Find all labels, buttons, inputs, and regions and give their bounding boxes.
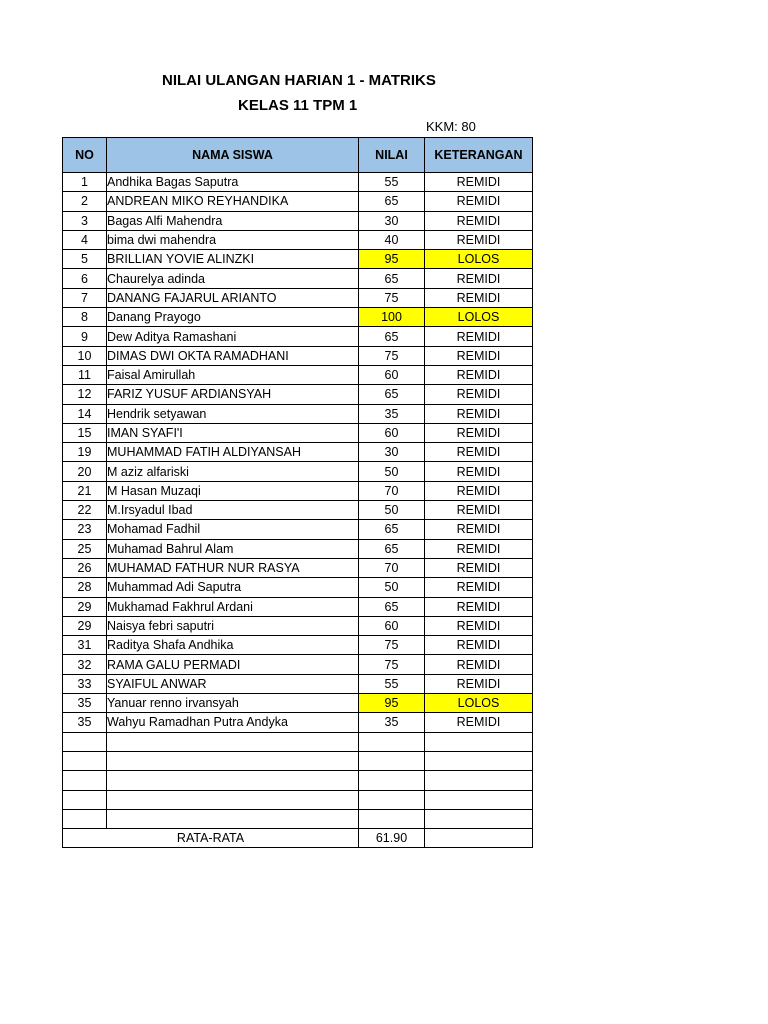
column-header-keterangan: KETERANGAN	[425, 138, 533, 173]
cell-name: ANDREAN MIKO REYHANDIKA	[107, 192, 359, 211]
cell-nilai: 100	[359, 308, 425, 327]
cell-no: 6	[63, 269, 107, 288]
cell-no: 5	[63, 250, 107, 269]
cell-keterangan: LOLOS	[425, 250, 533, 269]
cell-no: 7	[63, 288, 107, 307]
cell-nilai: 65	[359, 385, 425, 404]
cell-keterangan: REMIDI	[425, 539, 533, 558]
cell-keterangan: REMIDI	[425, 655, 533, 674]
grades-table	[62, 137, 533, 848]
cell-no: 32	[63, 655, 107, 674]
table-row	[63, 423, 533, 442]
cell-no: 31	[63, 636, 107, 655]
table-row	[63, 771, 533, 790]
average-label: RATA-RATA	[63, 829, 359, 848]
table-row	[63, 462, 533, 481]
cell-no	[63, 751, 107, 770]
cell-no: 28	[63, 578, 107, 597]
cell-no: 22	[63, 501, 107, 520]
cell-nilai: 35	[359, 404, 425, 423]
cell-nilai: 40	[359, 230, 425, 249]
table-row	[63, 443, 533, 462]
cell-name: Danang Prayogo	[107, 308, 359, 327]
cell-no: 35	[63, 713, 107, 732]
cell-name: Wahyu Ramadhan Putra Andyka	[107, 713, 359, 732]
cell-keterangan: REMIDI	[425, 674, 533, 693]
cell-keterangan: REMIDI	[425, 327, 533, 346]
table-body	[63, 173, 533, 829]
cell-name: Dew Aditya Ramashani	[107, 327, 359, 346]
cell-name: Hendrik setyawan	[107, 404, 359, 423]
cell-name: IMAN SYAFI'I	[107, 423, 359, 442]
cell-no: 14	[63, 404, 107, 423]
cell-name	[107, 790, 359, 809]
cell-no: 35	[63, 694, 107, 713]
table-row	[63, 694, 533, 713]
cell-name	[107, 751, 359, 770]
cell-nilai	[359, 790, 425, 809]
table-row	[63, 269, 533, 288]
table-row	[63, 250, 533, 269]
table-row	[63, 655, 533, 674]
cell-keterangan: REMIDI	[425, 558, 533, 577]
table-row	[63, 173, 533, 192]
average-empty-cell	[425, 829, 533, 848]
table-row	[63, 616, 533, 635]
table-row	[63, 578, 533, 597]
cell-name: Muhamad Bahrul Alam	[107, 539, 359, 558]
cell-nilai: 55	[359, 173, 425, 192]
table-row	[63, 501, 533, 520]
cell-keterangan: REMIDI	[425, 192, 533, 211]
table-row	[63, 327, 533, 346]
cell-name: SYAIFUL ANWAR	[107, 674, 359, 693]
cell-keterangan: REMIDI	[425, 520, 533, 539]
cell-keterangan: REMIDI	[425, 597, 533, 616]
cell-keterangan	[425, 751, 533, 770]
cell-nilai: 50	[359, 462, 425, 481]
cell-no	[63, 771, 107, 790]
cell-nilai: 65	[359, 192, 425, 211]
cell-name	[107, 732, 359, 751]
table-row	[63, 308, 533, 327]
table-row	[63, 713, 533, 732]
cell-keterangan: REMIDI	[425, 288, 533, 307]
cell-no: 29	[63, 597, 107, 616]
cell-keterangan: REMIDI	[425, 578, 533, 597]
cell-no: 11	[63, 365, 107, 384]
cell-no: 1	[63, 173, 107, 192]
table-row	[63, 597, 533, 616]
cell-no: 2	[63, 192, 107, 211]
cell-nilai: 75	[359, 288, 425, 307]
cell-nilai: 95	[359, 250, 425, 269]
cell-no: 19	[63, 443, 107, 462]
cell-name: FARIZ YUSUF ARDIANSYAH	[107, 385, 359, 404]
table-row	[63, 732, 533, 751]
cell-nilai: 50	[359, 578, 425, 597]
cell-nilai	[359, 771, 425, 790]
table-row	[63, 636, 533, 655]
cell-name: RAMA GALU PERMADI	[107, 655, 359, 674]
cell-nilai: 95	[359, 694, 425, 713]
cell-keterangan: REMIDI	[425, 230, 533, 249]
cell-keterangan: REMIDI	[425, 713, 533, 732]
cell-keterangan: LOLOS	[425, 694, 533, 713]
average-row	[63, 829, 533, 848]
cell-name	[107, 809, 359, 828]
cell-nilai: 35	[359, 713, 425, 732]
cell-no: 23	[63, 520, 107, 539]
cell-keterangan: REMIDI	[425, 365, 533, 384]
cell-no: 29	[63, 616, 107, 635]
cell-name: MUHAMAD FATHUR NUR RASYA	[107, 558, 359, 577]
cell-nilai: 70	[359, 481, 425, 500]
table-row	[63, 346, 533, 365]
cell-no: 25	[63, 539, 107, 558]
cell-keterangan: REMIDI	[425, 211, 533, 230]
table-row	[63, 520, 533, 539]
cell-name: M aziz alfariski	[107, 462, 359, 481]
cell-no: 26	[63, 558, 107, 577]
cell-name: bima dwi mahendra	[107, 230, 359, 249]
cell-nilai: 50	[359, 501, 425, 520]
cell-keterangan: REMIDI	[425, 269, 533, 288]
cell-no	[63, 790, 107, 809]
cell-nilai: 65	[359, 269, 425, 288]
cell-name: Raditya Shafa Andhika	[107, 636, 359, 655]
cell-name: Mohamad Fadhil	[107, 520, 359, 539]
table-row	[63, 790, 533, 809]
cell-no: 33	[63, 674, 107, 693]
cell-nilai: 65	[359, 539, 425, 558]
column-header-no: NO	[63, 138, 107, 173]
kkm-label: KKM: 80	[426, 119, 476, 134]
table-row	[63, 211, 533, 230]
cell-no	[63, 732, 107, 751]
cell-nilai: 70	[359, 558, 425, 577]
cell-keterangan: REMIDI	[425, 636, 533, 655]
cell-keterangan: REMIDI	[425, 462, 533, 481]
cell-nilai: 55	[359, 674, 425, 693]
cell-keterangan	[425, 790, 533, 809]
cell-no: 4	[63, 230, 107, 249]
cell-name: DANANG FAJARUL ARIANTO	[107, 288, 359, 307]
cell-nilai	[359, 751, 425, 770]
cell-keterangan: REMIDI	[425, 443, 533, 462]
cell-no: 20	[63, 462, 107, 481]
cell-no: 10	[63, 346, 107, 365]
cell-name	[107, 771, 359, 790]
table-row	[63, 365, 533, 384]
cell-nilai: 75	[359, 636, 425, 655]
cell-name: M.Irsyadul Ibad	[107, 501, 359, 520]
document-title: NILAI ULANGAN HARIAN 1 - MATRIKS	[162, 72, 436, 89]
cell-nilai: 65	[359, 597, 425, 616]
cell-name: MUHAMMAD FATIH ALDIYANSAH	[107, 443, 359, 462]
cell-nilai	[359, 732, 425, 751]
table-row	[63, 751, 533, 770]
cell-nilai: 65	[359, 520, 425, 539]
table-row	[63, 192, 533, 211]
table-row	[63, 404, 533, 423]
cell-name: Yanuar renno irvansyah	[107, 694, 359, 713]
cell-nilai: 75	[359, 655, 425, 674]
cell-name: Mukhamad Fakhrul Ardani	[107, 597, 359, 616]
cell-no: 21	[63, 481, 107, 500]
table-header-row	[63, 138, 533, 173]
cell-name: Naisya febri saputri	[107, 616, 359, 635]
cell-name: Chaurelya adinda	[107, 269, 359, 288]
cell-name: Bagas Alfi Mahendra	[107, 211, 359, 230]
cell-name: Andhika Bagas Saputra	[107, 173, 359, 192]
cell-keterangan: REMIDI	[425, 501, 533, 520]
table-row	[63, 385, 533, 404]
cell-keterangan	[425, 732, 533, 751]
cell-nilai: 60	[359, 423, 425, 442]
cell-keterangan: REMIDI	[425, 423, 533, 442]
cell-keterangan: REMIDI	[425, 173, 533, 192]
cell-keterangan: REMIDI	[425, 346, 533, 365]
table-row	[63, 230, 533, 249]
cell-no: 9	[63, 327, 107, 346]
cell-name: DIMAS DWI OKTA RAMADHANI	[107, 346, 359, 365]
average-value: 61.90	[359, 829, 425, 848]
cell-nilai: 75	[359, 346, 425, 365]
cell-keterangan: LOLOS	[425, 308, 533, 327]
cell-name: Faisal Amirullah	[107, 365, 359, 384]
table-row	[63, 481, 533, 500]
cell-keterangan	[425, 809, 533, 828]
cell-no: 12	[63, 385, 107, 404]
column-header-nilai: NILAI	[359, 138, 425, 173]
cell-no	[63, 809, 107, 828]
column-header-name: NAMA SISWA	[107, 138, 359, 173]
cell-keterangan: REMIDI	[425, 385, 533, 404]
cell-no: 15	[63, 423, 107, 442]
document-subtitle: KELAS 11 TPM 1	[238, 97, 358, 114]
cell-nilai: 30	[359, 211, 425, 230]
cell-no: 3	[63, 211, 107, 230]
cell-name: M Hasan Muzaqi	[107, 481, 359, 500]
cell-nilai	[359, 809, 425, 828]
cell-nilai: 30	[359, 443, 425, 462]
cell-nilai: 60	[359, 365, 425, 384]
cell-keterangan: REMIDI	[425, 616, 533, 635]
cell-nilai: 65	[359, 327, 425, 346]
cell-keterangan: REMIDI	[425, 481, 533, 500]
table-row	[63, 558, 533, 577]
cell-no: 8	[63, 308, 107, 327]
table-row	[63, 809, 533, 828]
cell-keterangan	[425, 771, 533, 790]
cell-keterangan: REMIDI	[425, 404, 533, 423]
table-row	[63, 539, 533, 558]
table-row	[63, 674, 533, 693]
cell-name: Muhammad Adi Saputra	[107, 578, 359, 597]
cell-name: BRILLIAN YOVIE ALINZKI	[107, 250, 359, 269]
table-row	[63, 288, 533, 307]
cell-nilai: 60	[359, 616, 425, 635]
